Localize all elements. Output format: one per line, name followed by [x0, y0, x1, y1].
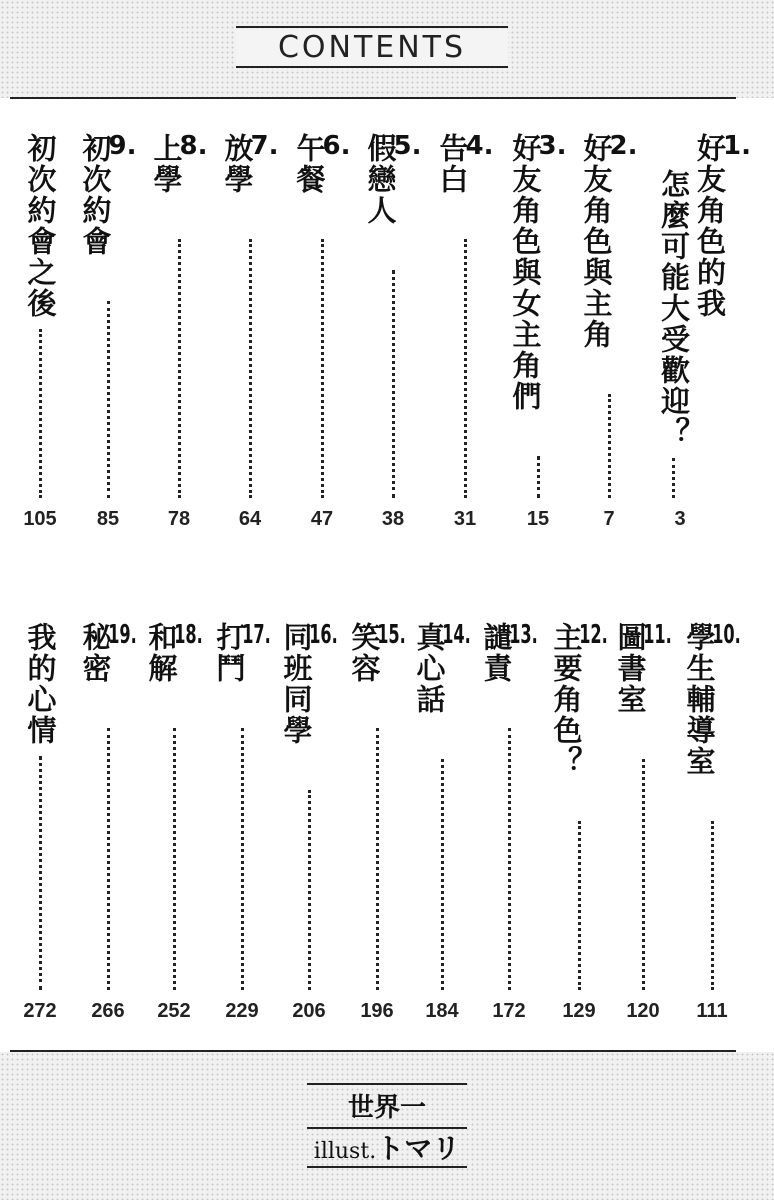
- toc-entry-title: [435, 133, 494, 195]
- leader-dots: [537, 456, 540, 498]
- toc-entry-title: [363, 133, 422, 226]
- toc-entry-title: [549, 622, 608, 777]
- chapter-title: 放學: [220, 133, 255, 195]
- page-number: 3: [674, 508, 686, 530]
- chapter-number: 7.: [250, 133, 279, 159]
- toc-entry[interactable]: [645, 133, 751, 538]
- toc-entry[interactable]: [274, 622, 344, 1030]
- leader-dots: [464, 239, 467, 498]
- toc-entry[interactable]: [430, 133, 500, 538]
- page-number: 266: [91, 1000, 125, 1022]
- chapter-number: 16.: [309, 622, 338, 648]
- toc-entry[interactable]: [287, 133, 357, 538]
- illustrator-name: トマリ: [376, 1132, 461, 1165]
- toc-entry-title: [579, 133, 638, 350]
- chapter-number: 10.: [712, 622, 741, 648]
- credit-rule-3: [307, 1166, 467, 1168]
- chapter-number: 3.: [538, 133, 567, 159]
- toc-entry[interactable]: [144, 133, 214, 538]
- page-number: 206: [292, 1000, 326, 1022]
- chapter-number: 19.: [108, 622, 137, 648]
- leader-dots: [107, 301, 110, 498]
- toc-entry-title: [23, 622, 58, 746]
- toc-entry-title: [78, 133, 137, 257]
- title-rule-top: [236, 26, 508, 28]
- leader-dots: [321, 239, 324, 498]
- toc-entry[interactable]: [73, 622, 143, 1030]
- chapter-title: 好友角色與主角: [579, 133, 614, 350]
- chapter-number: 8.: [179, 133, 208, 159]
- page-number: 172: [492, 1000, 526, 1022]
- page-number: 78: [167, 508, 191, 530]
- chapter-title: 午餐: [292, 133, 327, 195]
- toc-entry-title: [220, 133, 279, 195]
- page-number: 272: [23, 1000, 57, 1022]
- toc-entry-title: [347, 622, 406, 684]
- page-number: 184: [425, 1000, 459, 1022]
- chapter-number: 5.: [393, 133, 422, 159]
- toc-entry-title: [149, 133, 208, 195]
- toc-entry-title: [292, 133, 351, 195]
- chapter-title: 和解: [144, 622, 179, 684]
- toc-entry-title: [479, 622, 538, 684]
- toc-entry[interactable]: [677, 622, 747, 1030]
- leader-dots: [608, 394, 611, 498]
- toc-entry-title: [212, 622, 271, 684]
- page-number: 229: [225, 1000, 259, 1022]
- chapter-title: 好友角色的我: [693, 133, 727, 319]
- toc-entry-title: [695, 133, 750, 319]
- toc-entry[interactable]: [574, 133, 644, 538]
- chapter-title: 同班同學: [279, 622, 314, 746]
- chapter-number: 2.: [609, 133, 638, 159]
- page-number: 129: [562, 1000, 596, 1022]
- leader-dots: [178, 239, 181, 498]
- toc-entry[interactable]: [407, 622, 477, 1030]
- title-rule-bottom: [236, 66, 508, 68]
- toc-entry-title: [412, 622, 471, 715]
- credit-rule-1: [307, 1083, 467, 1085]
- header-divider: [10, 97, 736, 99]
- leader-dots: [39, 329, 42, 498]
- toc-entry[interactable]: [342, 622, 412, 1030]
- toc-entry[interactable]: [503, 133, 573, 538]
- leader-dots: [711, 821, 714, 990]
- toc-entry[interactable]: [73, 133, 143, 538]
- toc-entry-title: [144, 622, 203, 684]
- chapter-title: 初次約會之後: [23, 133, 58, 319]
- page-number: 120: [626, 1000, 660, 1022]
- toc-entry[interactable]: [474, 622, 544, 1030]
- toc-entry[interactable]: [608, 622, 678, 1030]
- chapter-title: 主要角色？: [549, 622, 584, 777]
- toc-entry-title: [613, 622, 672, 715]
- chapter-title: 告白: [435, 133, 470, 195]
- chapter-title: 打鬥: [212, 622, 247, 684]
- chapter-title: 好友角色與女主角們: [508, 133, 543, 412]
- chapter-title: 我的心情: [23, 622, 58, 746]
- chapter-title: 圖書室: [613, 622, 648, 715]
- page-number: 64: [238, 508, 262, 530]
- leader-dots: [441, 759, 444, 990]
- leader-dots: [107, 728, 110, 990]
- page-title: CONTENTS: [236, 30, 508, 66]
- page-number: 38: [381, 508, 405, 530]
- chapter-number: 15.: [377, 622, 406, 648]
- toc-entry[interactable]: [544, 622, 614, 1030]
- chapter-number: 4.: [465, 133, 494, 159]
- chapter-title: 真心話: [412, 622, 447, 715]
- leader-dots: [39, 756, 42, 990]
- toc-entry[interactable]: [139, 622, 209, 1030]
- page-number: 252: [157, 1000, 191, 1022]
- chapter-title: 假戀人: [363, 133, 398, 226]
- chapter-number: 11.: [643, 622, 672, 648]
- toc-entry[interactable]: [5, 622, 75, 1030]
- chapter-title: 上學: [149, 133, 184, 195]
- chapter-number: 9.: [108, 133, 137, 159]
- author-credit: [307, 1088, 467, 1128]
- chapter-number: 14.: [442, 622, 471, 648]
- leader-dots: [508, 728, 511, 990]
- chapter-number: 18.: [174, 622, 203, 648]
- page-number: 105: [23, 508, 57, 530]
- chapter-title: 秘密: [78, 622, 113, 684]
- page-number: 7: [603, 508, 615, 530]
- chapter-title: 笑容: [347, 622, 382, 684]
- chapter-number: 1.: [723, 133, 751, 159]
- chapter-number: 13.: [509, 622, 538, 648]
- author-name: 世界一: [347, 1093, 426, 1123]
- toc-entry-title: [682, 622, 741, 777]
- leader-dots: [672, 458, 675, 498]
- chapter-title: 譴責: [479, 622, 514, 684]
- toc-entry-title: [23, 133, 58, 319]
- page-number: 47: [310, 508, 334, 530]
- chapter-number: 17.: [242, 622, 271, 648]
- toc-entry-title: [279, 622, 338, 746]
- page-number: 15: [526, 508, 550, 530]
- chapter-title: 學生輔導室: [682, 622, 717, 777]
- toc-entry[interactable]: [215, 133, 285, 538]
- page-number: 31: [453, 508, 477, 530]
- leader-dots: [392, 270, 395, 498]
- toc-entry-title: [508, 133, 567, 412]
- leader-dots: [241, 728, 244, 990]
- toc-entry[interactable]: [207, 622, 277, 1030]
- chapter-number: 6.: [322, 133, 351, 159]
- page-number: 196: [360, 1000, 394, 1022]
- leader-dots: [578, 821, 581, 990]
- toc-entry-title: [78, 622, 137, 684]
- leader-dots: [308, 790, 311, 990]
- leader-dots: [642, 759, 645, 990]
- page-number: 85: [96, 508, 120, 530]
- page-number: 111: [696, 1000, 728, 1022]
- illust-prefix: illust.: [313, 1139, 377, 1164]
- toc-entry[interactable]: [5, 133, 75, 538]
- leader-dots: [376, 728, 379, 990]
- chapter-title: 初次約會: [78, 133, 113, 257]
- leader-dots: [249, 239, 252, 498]
- chapter-subtitle: 怎麼可能大受歡迎？: [657, 169, 691, 448]
- toc-entry[interactable]: [358, 133, 428, 538]
- chapter-number: 12.: [579, 622, 608, 648]
- leader-dots: [173, 728, 176, 990]
